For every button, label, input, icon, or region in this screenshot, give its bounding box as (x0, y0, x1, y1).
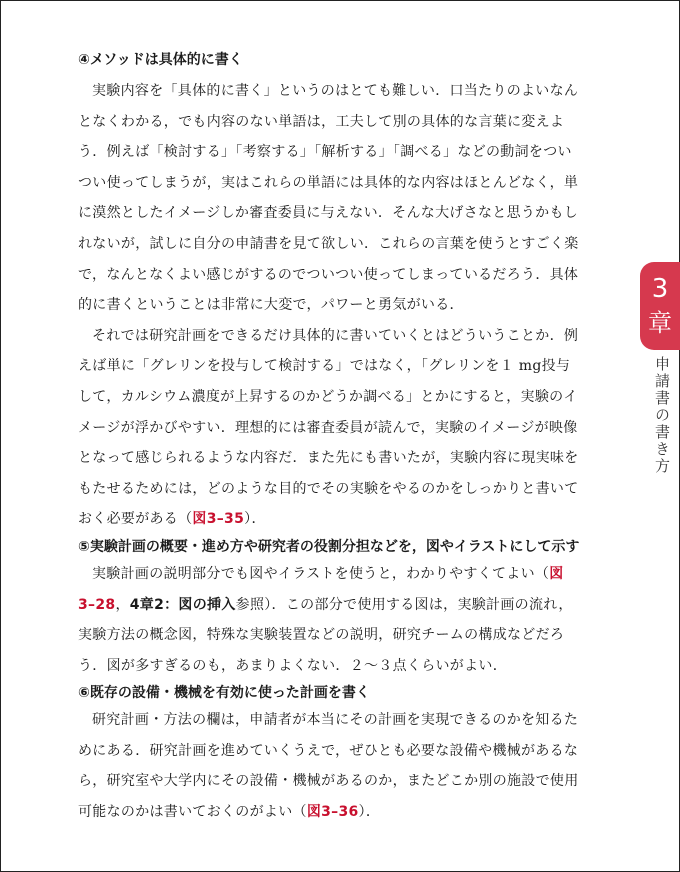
chapter-label: 章 (648, 309, 672, 337)
chapter-side-title: 申請書の書き方 (653, 356, 671, 475)
text-line (78, 590, 612, 621)
section-4 (78, 50, 612, 535)
text-line: それでは研究計画をできるだけ具体的に書いていくとはどういうことか．例 (92, 327, 579, 344)
text-line: ら，研究室や大学内にその設備・機械があるのか，またどこか別の施設で使用 (78, 773, 579, 790)
section-4-paragraph-2 (78, 321, 612, 535)
text-line: して，カルシウム濃度が上昇するのかどうか調べる」とかにすると，実験のイ (78, 388, 578, 405)
text-line (78, 559, 612, 590)
text-line: メージが浮かびやすい．理想的には審査委員が読んで，実験のイメージが映像 (78, 419, 578, 436)
section-5-paragraph (78, 559, 612, 681)
section-4-paragraph-1 (78, 76, 612, 321)
text-fragment: 実験計画の説明部分でも図やイラストを使うと，わかりやすくてよい（ (92, 565, 550, 582)
text-fragment: ， (115, 596, 130, 613)
text-fragment: 参照）．この部分で使用する図は，実験計画の流れ， (235, 596, 573, 613)
text-fragment: ）． (244, 511, 266, 528)
text-line: う．例えば「検討する」「考察する」「解析する」「調べる」などの動詞をつい (78, 144, 572, 161)
text-line: もたせるためには，どのような目的でその実験をやるのかをしっかりと書いて (78, 480, 579, 497)
text-line: えば単に「グレリンを投与して検討する」ではなく，「グレリンを１ mg投与 (78, 358, 571, 375)
text-line: で，なんとなくよい感じがするのでついつい使ってしまっているだろう．具体 (78, 266, 579, 283)
text-line: 的に書くということは非常に大変で，パワーと勇気がいる． (78, 297, 464, 314)
figure-reference-3-28[interactable]: 3–28 (78, 596, 116, 613)
text-line: となくわかる，でも内容のない単語は，工夫して別の具体的な言葉に変えよ (78, 113, 565, 130)
text-fragment: おく必要がある（ (78, 511, 193, 528)
text-line: 実験方法の概念図，特殊な実験装置などの説明，研究チームの構成などだろ (78, 627, 565, 644)
figure-reference-3-36[interactable]: 図3–36 (306, 804, 359, 821)
section-6-paragraph (78, 705, 612, 827)
section-6 (78, 683, 612, 827)
text-line: めにある．研究計画を進めていくうえで，ぜひとも必要な設備や機械があるな (78, 742, 579, 759)
figure-reference-label[interactable]: 図 (549, 565, 564, 582)
section-5-heading: ⑤実験計画の概要・進め方や研究者の役割分担などを，図やイラストにして示す (78, 538, 580, 555)
text-line: れないが，試しに自分の申請書を見て欲しい．これらの言葉を使うとすごく楽 (78, 235, 579, 252)
chapter-reference[interactable]: 4章2：図の挿入 (129, 596, 236, 613)
page-body (78, 50, 612, 828)
chapter-tab (640, 262, 680, 350)
section-4-heading: ④メソッドは具体的に書く (78, 52, 243, 68)
text-line (78, 504, 612, 535)
text-fragment: 可能なのかは書いておくのがよい（ (78, 804, 307, 821)
section-5 (78, 537, 612, 681)
text-line: 研究計画・方法の欄は，申請者が本当にその計画を実現できるのかを知るた (92, 712, 579, 729)
text-line: う．図が多すぎるのも，あまりよくない．２～３点くらいがよい． (78, 657, 507, 674)
text-line: 実験内容を「具体的に書く」というのはとても難しい．口当たりのよいなん (92, 83, 579, 99)
text-line: に漠然としたイメージしか審査委員に与えない．そんな大げさなと思うかもし (78, 205, 579, 222)
text-line: となって感じられるような内容だ．また先にも書いたが，実験内容に現実味を (78, 450, 579, 467)
chapter-number: 3 (651, 274, 669, 304)
text-fragment: ）． (358, 804, 381, 821)
section-6-heading: ⑥既存の設備・機械を有効に使った計画を書く (78, 685, 370, 702)
figure-reference-3-35[interactable]: 図3–35 (192, 511, 245, 528)
text-line (78, 797, 612, 828)
text-line: つい使ってしまうが，実はこれらの単語には具体的な内容はほとんどなく，単 (78, 174, 579, 191)
